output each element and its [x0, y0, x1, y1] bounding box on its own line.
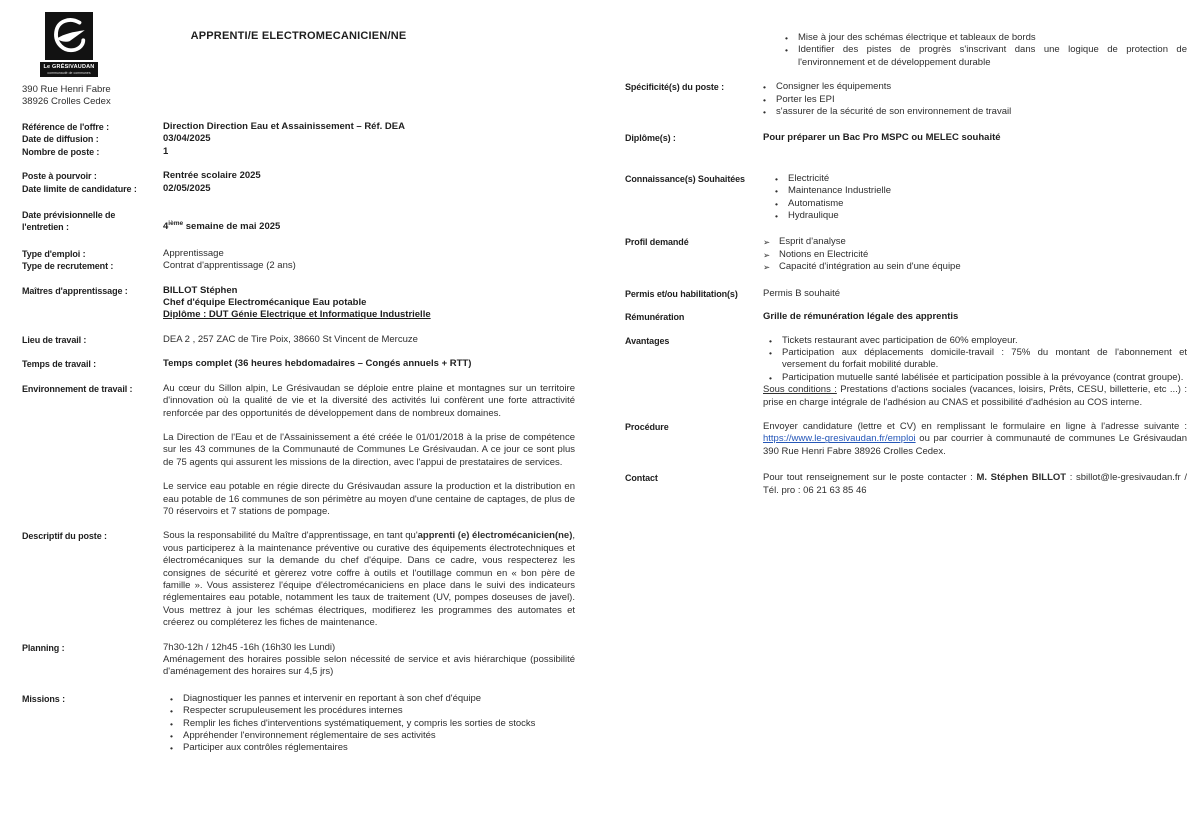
contact-text-2: : sbillot@le-gresivaudan.fr / Tél. pro : 06 21 63 85 46: [763, 472, 1187, 496]
field-value: [163, 383, 575, 519]
field-profil: [625, 236, 1187, 273]
field-value: [763, 236, 1187, 273]
field-value: [763, 421, 1187, 458]
field-lieu: [22, 334, 575, 346]
bullet-icon: •: [170, 731, 173, 742]
arrow-bullet-icon: ➢: [763, 237, 771, 248]
descriptif-text-2: , vous participerez à la maintenance préventive ou curative des équipements électrotechniques et électromécaniques sur la demande du chef d'équipe. Dans ce cadre, vous respecterez les consignes de sécurité et gèrerez votre coffre à outils et l'outillage commun en « bon père de famille ». Vous assisterez l'équipe d'électromécaniciens en place dans le suivi des indicateurs réglementaires eau potable, notamment les taux de traitement (UV, pompes doseuses de javel). Vous mettrez à jour les schémas électriques, modifierez les programmes des automates et créerez ou compléterez les fiches de maintenance.: [163, 530, 575, 629]
field-temps: [22, 358, 575, 370]
field-value: DEA 2 , 257 ZAC de Tire Poix, 38660 St Vincent de Mercuze: [163, 333, 418, 345]
bullet-icon: •: [170, 718, 173, 729]
environnement-paragraph-3: Le service eau potable en régie directe du Grésivaudan assure la production et la distribution en eau potable de 16 communes de son périmètre au moyen d'une centaine de captages, de plus de 70 réservoirs et 7 stations de pompage.: [163, 481, 575, 517]
field-descriptif: [22, 530, 575, 629]
field-avantages: [625, 335, 1187, 409]
list-item: • Maintenance Industrielle: [775, 185, 891, 197]
field-missions-suite: [625, 32, 1187, 69]
entretien-ordinal-suffix: ième: [168, 220, 184, 228]
avantages-note-underlined: Sous conditions :: [763, 384, 837, 396]
field-contact: [625, 472, 1187, 497]
emploi-link[interactable]: https://www.le-gresivaudan.fr/emploi: [763, 433, 916, 445]
list-item: • Participation mutuelle santé labélisée et participation possible à la prévoyance (contrat groupe).: [769, 371, 1184, 383]
maitre-diplome: Diplôme : DUT Génie Electrique et Informatique Industrielle: [163, 309, 431, 321]
field-group-entretien: [22, 209, 575, 234]
field-group-remuneration: [625, 311, 1187, 323]
bullet-icon: •: [775, 173, 778, 184]
field-label: Rémunération: [625, 312, 685, 323]
list-item: • Participation aux déplacements domicile-travail : 75% du montant de l'abonnement et versement du forfait mobilité durable.: [769, 346, 1187, 371]
missions-list: [170, 693, 575, 755]
left-column: [22, 0, 575, 767]
procedure-text-2: ou par courrier à communauté de communes Le Grésivaudan 390 Rue Henri Fabre 38926 Crolles Cedex.: [763, 433, 1187, 457]
field-value: Grille de rémunération légale des apprentis: [763, 311, 959, 323]
missions-suite-list: [785, 32, 1187, 69]
procedure-text-1: Envoyer candidature (lettre et CV) en remplissant le formulaire en ligne à l'adresse suivante :: [763, 420, 1187, 432]
field-group-lieu: [22, 334, 575, 346]
logo-org-subtitle: communauté de communes: [47, 70, 91, 75]
bullet-icon: •: [769, 347, 772, 358]
field-group-poste: [22, 170, 575, 195]
field-group-maitres: [22, 285, 575, 322]
list-item: ➢ Capacité d'intégration au sein d'une équipe: [763, 261, 961, 273]
field-specificites: [625, 81, 1187, 118]
descriptif-text-1: Sous la responsabilité du Maître d'apprentissage, en tant qu': [163, 530, 418, 542]
field-label: Planning :: [22, 642, 65, 653]
connaissances-list: [775, 173, 1187, 223]
list-item: • Respecter scrupuleusement les procédures internes: [170, 705, 403, 717]
avantages-note: [763, 384, 1187, 409]
field-label: Type de recrutement :: [22, 261, 114, 272]
bullet-icon: •: [769, 372, 772, 383]
list-item: • Porter les EPI: [763, 93, 835, 105]
field-group-diplomes: [625, 132, 1187, 144]
field-value: [163, 693, 575, 755]
field-missions: [22, 693, 575, 755]
gresivaudan-logo: [40, 12, 98, 77]
field-group-avantages: [625, 335, 1187, 409]
bullet-icon: •: [785, 45, 788, 56]
list-item: • Hydraulique: [775, 210, 839, 222]
field-group-type: [22, 248, 575, 273]
field-label: Date prévisionnelle de l'entretien :: [22, 210, 116, 233]
field-group-profil: [625, 236, 1187, 273]
list-item: • Electricité: [775, 172, 830, 184]
avantages-note-rest: Prestations d'actions sociales (vacances, loisirs, Prêts, CESU, billetterie, etc ...) : prise en charge intégrale de l'adhésion au CNAS et possibilité d'adhésion au COS interne.: [763, 384, 1187, 408]
field-label: Lieu de travail :: [22, 334, 87, 345]
list-item: • Participer aux contrôles réglementaires: [170, 742, 348, 754]
field-group-specificites: [625, 81, 1187, 118]
field-type-recrutement: [22, 260, 575, 272]
arrow-bullet-icon: ➢: [763, 262, 771, 273]
arrow-bullet-icon: ➢: [763, 249, 771, 260]
field-value: [763, 472, 1187, 497]
field-label: Référence de l'offre :: [22, 122, 109, 132]
field-value: 02/05/2025: [163, 182, 211, 194]
bullet-icon: •: [763, 107, 766, 118]
org-address: [22, 84, 575, 108]
field-label: Nombre de poste :: [22, 146, 100, 157]
specificites-list: [763, 81, 1187, 118]
bullet-icon: •: [170, 706, 173, 717]
bullet-icon: •: [763, 82, 766, 93]
bullet-icon: •: [775, 186, 778, 197]
descriptif-highlight: apprenti (e) électromécanicien(ne): [417, 530, 573, 542]
field-value: [163, 221, 575, 233]
field-label: Descriptif du poste :: [22, 531, 107, 542]
contact-text-1: Pour tout renseignement sur le poste contacter :: [763, 472, 977, 484]
field-group-environnement: [22, 383, 575, 519]
list-item: • Consigner les équipements: [763, 81, 892, 93]
field-date-diffusion: [22, 133, 575, 145]
field-group-planning: [22, 642, 575, 679]
gresivaudan-logo-icon: [45, 12, 93, 60]
field-group-missions: [22, 693, 575, 755]
field-label: Profil demandé: [625, 237, 689, 248]
field-value: Rentrée scolaire 2025: [163, 170, 261, 182]
field-label: Permis et/ou habilitation(s): [625, 288, 738, 299]
list-item: • Diagnostiquer les pannes et intervenir en reportant à son chef d'équipe: [170, 692, 482, 704]
field-value: [763, 173, 1187, 223]
field-value: [763, 335, 1187, 409]
bullet-icon: •: [775, 211, 778, 222]
field-group-contact: [625, 472, 1187, 497]
field-procedure: [625, 421, 1187, 458]
field-label: Avantages: [625, 335, 670, 346]
field-group-procedure: [625, 421, 1187, 458]
field-label: Contact: [625, 473, 658, 484]
field-label: Diplôme(s) :: [625, 133, 676, 144]
field-permis: [625, 288, 1187, 300]
bullet-icon: •: [170, 743, 173, 754]
field-label: Type d'emploi :: [22, 248, 86, 259]
logo-caption: [40, 62, 98, 77]
field-label: Missions :: [22, 693, 66, 704]
list-item: • s'assurer de la sécurité de son environnement de travail: [763, 106, 1012, 118]
field-group-reference: [22, 121, 575, 158]
field-value: [163, 530, 575, 629]
maitre-role: Chef d'équipe Electromécanique Eau potable: [163, 297, 367, 309]
field-value: Pour préparer un Bac Pro MSPC ou MELEC souhaité: [763, 132, 1001, 144]
field-label: Temps de travail :: [22, 359, 97, 370]
bullet-icon: •: [785, 33, 788, 43]
field-poste-a-pourvoir: [22, 170, 575, 182]
field-nombre-poste: [22, 146, 575, 158]
field-maitres: [22, 285, 575, 322]
environnement-paragraph-2: La Direction de l'Eau et de l'Assainissement a été créée le 01/01/2018 à la prise de compétence sur les 43 communes de la Communauté de Communes Le Grésivaudan. A ce jour ce sont plus de 75 agents qui assurent les missions de la direction, avec l'appui de prestataires de services.: [163, 431, 575, 468]
field-planning: [22, 642, 575, 679]
field-label: Spécificité(s) du poste :: [625, 82, 725, 93]
list-item: • Automatisme: [775, 197, 844, 209]
list-item: ➢ Esprit d'analyse: [763, 236, 846, 248]
field-label: Maîtres d'apprentissage :: [22, 285, 128, 296]
field-entretien: [22, 209, 575, 234]
right-column: [625, 32, 1187, 509]
field-value: Permis B souhaité: [763, 287, 841, 299]
address-line-1: 390 Rue Henri Fabre: [22, 84, 111, 95]
field-group-connaissances: [625, 173, 1187, 223]
field-label: Date de diffusion :: [22, 134, 99, 145]
planning-hours: 7h30-12h / 12h45 -16h (16h30 les Lundi): [163, 641, 336, 653]
field-label: Date limite de candidature :: [22, 183, 137, 194]
page-title: APPRENTI/E ELECTROMECANICIEN/NE: [190, 30, 407, 42]
field-value: Temps complet (36 heures hebdomadaires – Congés annuels + RTT): [163, 358, 472, 370]
field-value: Contrat d'apprentissage (2 ans): [163, 260, 296, 272]
field-value: 03/04/2025: [163, 133, 211, 145]
environnement-paragraph-1: Au cœur du Sillon alpin, Le Grésivaudan se déploie entre plaine et montagnes sur un territoire d'innovation où la qualité de vie et la diversité des activités lui confèrent une forte attractivité renforcée par des opportunités de développement dans de nombreux domaines.: [163, 382, 575, 419]
bullet-icon: •: [769, 335, 772, 346]
list-item: • Remplir les fiches d'interventions systématiquement, y compris les sorties de stocks: [170, 717, 536, 729]
field-remuneration: [625, 311, 1187, 323]
list-item: • Tickets restaurant avec participation de 60% employeur.: [769, 334, 1018, 346]
field-diplomes: [625, 132, 1187, 144]
logo-org-name: Le GRÉSIVAUDAN: [43, 64, 95, 70]
bullet-icon: •: [775, 198, 778, 209]
field-type-emploi: [22, 248, 575, 260]
maitre-name: BILLOT Stéphen: [163, 284, 238, 296]
field-label: Procédure: [625, 421, 669, 432]
bullet-icon: •: [763, 94, 766, 105]
field-label: Connaissance(s) Souhaitées: [625, 173, 745, 184]
avantages-list: [769, 335, 1187, 385]
field-group-descriptif: [22, 530, 575, 629]
field-group-temps: [22, 358, 575, 370]
list-item: • Mise à jour des schémas électrique et tableaux de bords: [785, 32, 1036, 43]
list-item: • Identifier des pistes de progrès s'inscrivant dans une logique de protection de l'environnement et de développement durable: [785, 44, 1187, 68]
field-environnement: [22, 383, 575, 519]
field-group-missions-suite: [625, 32, 1187, 69]
field-date-limite: [22, 183, 575, 195]
field-label: Environnement de travail :: [22, 383, 133, 394]
field-value: Direction Direction Eau et Assainissement – Réf. DEA: [163, 121, 405, 132]
field-value: [763, 32, 1187, 69]
list-item: • Appréhender l'environnement réglementaire de ses activités: [170, 730, 436, 742]
entretien-rest: semaine de mai 2025: [183, 221, 281, 233]
field-value: 1: [163, 145, 169, 157]
bullet-icon: •: [170, 693, 173, 704]
field-value: [763, 81, 1187, 118]
field-reference: [22, 121, 575, 133]
field-value: [163, 642, 575, 679]
field-value: [163, 285, 575, 322]
address-line-2: 38926 Crolles Cedex: [22, 96, 111, 107]
contact-name: M. Stéphen BILLOT: [976, 472, 1067, 484]
planning-note: Aménagement des horaires possible selon nécessité de service et avis hiérarchique (possibilité d'aménagement des horaires sur 4,5 jrs): [163, 654, 575, 678]
field-value: Apprentissage: [163, 247, 224, 259]
field-connaissances: [625, 173, 1187, 223]
field-group-permis: [625, 288, 1187, 300]
list-item: ➢ Notions en Electricité: [763, 248, 869, 260]
field-label: Poste à pourvoir :: [22, 171, 97, 182]
profil-list: [763, 236, 1187, 273]
entretien-number: 4: [163, 221, 169, 233]
